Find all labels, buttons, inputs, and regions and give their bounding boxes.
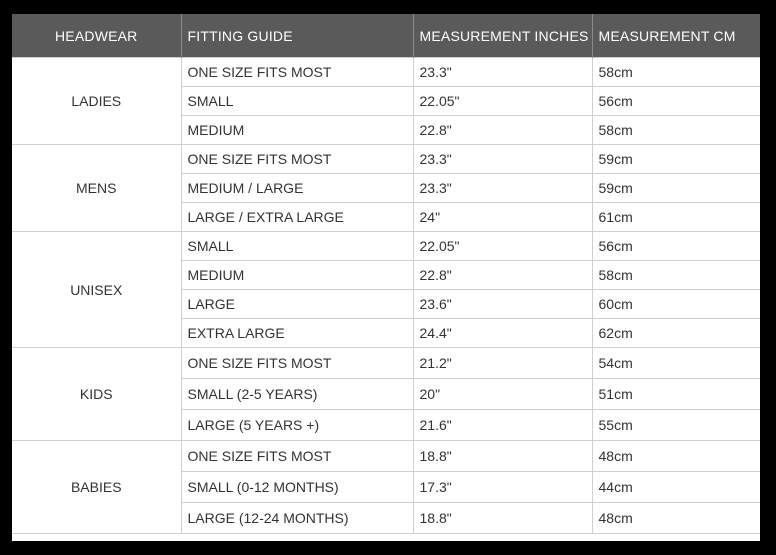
cm-cell: 44cm [592,472,760,503]
header-fitting-guide: FITTING GUIDE [181,14,413,58]
inches-cell: 23.6" [413,290,592,319]
cm-cell: 59cm [592,145,760,174]
cm-cell: 48cm [592,441,760,472]
fitting-cell: LARGE (5 YEARS +) [181,410,413,441]
cm-cell: 56cm [592,87,760,116]
group-label-kids: KIDS [12,348,181,441]
inches-cell: 23.3" [413,145,592,174]
inches-cell: 24.4" [413,319,592,348]
inches-cell: 20" [413,379,592,410]
fitting-cell: EXTRA LARGE [181,319,413,348]
cm-cell: 48cm [592,503,760,534]
group-label-babies: BABIES [12,441,181,534]
fitting-cell: LARGE / EXTRA LARGE [181,203,413,232]
inches-cell: 21.6" [413,410,592,441]
size-guide-frame [12,14,760,541]
cm-cell: 59cm [592,174,760,203]
fitting-cell: SMALL [181,87,413,116]
fitting-cell: SMALL (0-12 MONTHS) [181,472,413,503]
table-row [12,58,760,87]
table-row [12,441,760,472]
fitting-cell: MEDIUM [181,261,413,290]
inches-cell: 24" [413,203,592,232]
cm-cell: 61cm [592,203,760,232]
cm-cell: 60cm [592,290,760,319]
cm-cell: 54cm [592,348,760,379]
cm-cell: 51cm [592,379,760,410]
table-row [12,232,760,261]
group-label-ladies: LADIES [12,58,181,145]
inches-cell: 23.3" [413,58,592,87]
group-label-unisex: UNISEX [12,232,181,348]
cm-cell: 58cm [592,261,760,290]
size-guide-table [12,14,760,534]
fitting-cell: SMALL [181,232,413,261]
cm-cell: 62cm [592,319,760,348]
table-body [12,58,760,534]
inches-cell: 22.05" [413,87,592,116]
cm-cell: 58cm [592,116,760,145]
table-row [12,145,760,174]
fitting-cell: SMALL (2-5 YEARS) [181,379,413,410]
inches-cell: 22.8" [413,261,592,290]
header-row [12,14,760,58]
cm-cell: 56cm [592,232,760,261]
fitting-cell: ONE SIZE FITS MOST [181,348,413,379]
header-headwear: HEADWEAR [12,14,181,58]
header-measurement-inches: MEASUREMENT INCHES [413,14,592,58]
fitting-cell: LARGE (12-24 MONTHS) [181,503,413,534]
fitting-cell: LARGE [181,290,413,319]
inches-cell: 18.8" [413,441,592,472]
inches-cell: 22.05" [413,232,592,261]
cm-cell: 55cm [592,410,760,441]
cm-cell: 58cm [592,58,760,87]
fitting-cell: ONE SIZE FITS MOST [181,145,413,174]
inches-cell: 21.2" [413,348,592,379]
fitting-cell: ONE SIZE FITS MOST [181,441,413,472]
group-label-mens: MENS [12,145,181,232]
inches-cell: 23.3" [413,174,592,203]
fitting-cell: ONE SIZE FITS MOST [181,58,413,87]
header-measurement-cm: MEASUREMENT CM [592,14,760,58]
inches-cell: 18.8" [413,503,592,534]
fitting-cell: MEDIUM / LARGE [181,174,413,203]
table-row [12,348,760,379]
inches-cell: 17.3" [413,472,592,503]
fitting-cell: MEDIUM [181,116,413,145]
inches-cell: 22.8" [413,116,592,145]
